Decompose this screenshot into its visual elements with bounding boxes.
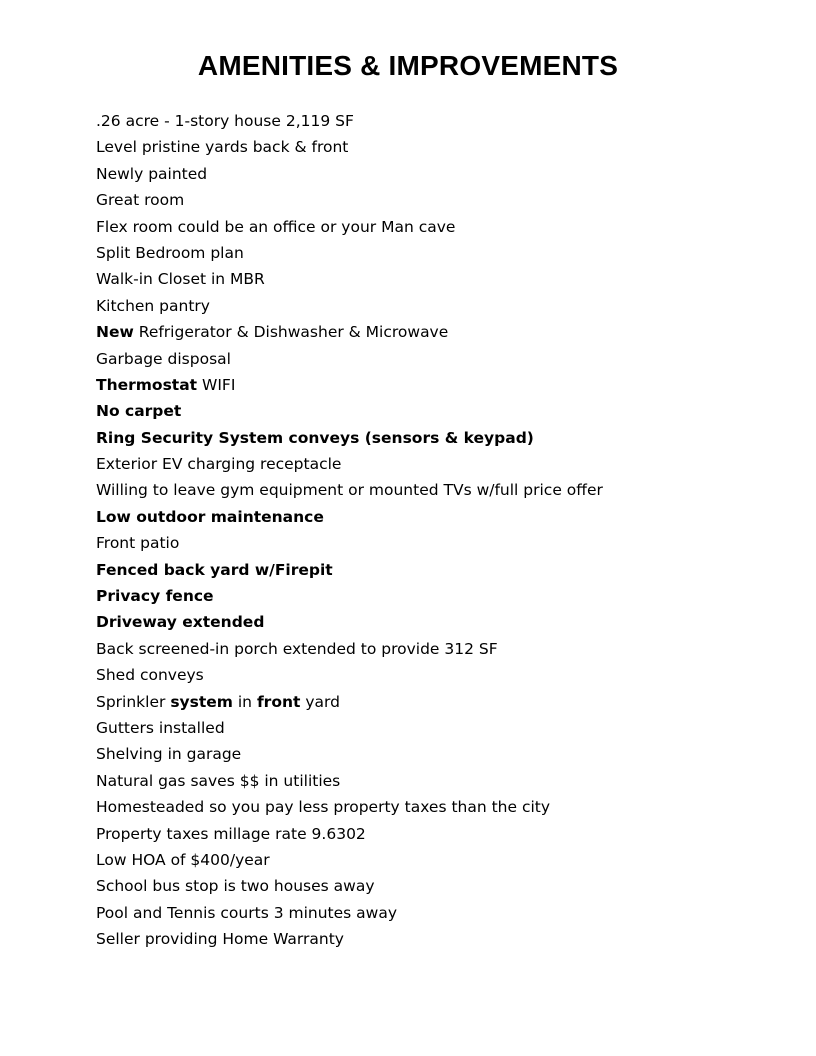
item-text: Front patio (96, 534, 180, 553)
amenities-list (96, 108, 603, 953)
item-text: Refrigerator & Dishwasher & Microwave (133, 323, 449, 342)
item-text: School bus stop is two houses away (96, 877, 375, 896)
item-text: Kitchen pantry (96, 296, 210, 315)
list-item (96, 504, 603, 530)
list-item (96, 451, 603, 477)
bold-text: No carpet (96, 402, 182, 421)
bold-text: Thermostat (96, 375, 198, 394)
bold-text: Fenced back yard w/Firepit (96, 560, 333, 579)
item-text: Newly painted (96, 164, 208, 183)
bold-text: Privacy fence (96, 587, 214, 606)
item-text: Low HOA of $400/year (96, 850, 270, 869)
list-item (96, 821, 603, 847)
list-item (96, 794, 603, 820)
item-text: WIFI (197, 375, 236, 394)
item-text: Homesteaded so you pay less property taxes than the city (96, 798, 551, 817)
list-item (96, 161, 603, 187)
list-item (96, 266, 603, 292)
bold-text: system (170, 692, 233, 711)
bold-text: Ring Security System conveys (sensors & keypad) (96, 428, 534, 447)
item-text: Flex room could be an office or your Man cave (96, 217, 456, 236)
item-text: Walk-in Closet in MBR (96, 270, 265, 289)
list-item (96, 926, 603, 952)
list-item (96, 873, 603, 899)
page-title: AMENITIES & IMPROVEMENTS (197, 50, 619, 81)
bold-text: Driveway extended (96, 613, 265, 632)
item-text: Natural gas saves $$ in utilities (96, 771, 341, 790)
item-text: in (232, 692, 257, 711)
list-item (96, 425, 603, 451)
item-text: Level pristine yards back & front (96, 138, 349, 157)
item-text: Seller providing Home Warranty (96, 930, 344, 949)
list-item (96, 398, 603, 424)
item-text: Willing to leave gym equipment or mounted TVs w/full price offer (96, 481, 603, 500)
item-text: Back screened-in porch extended to provide 312 SF (96, 639, 498, 658)
item-text: yard (300, 692, 340, 711)
item-text: Split Bedroom plan (96, 243, 244, 262)
item-text: Shed conveys (96, 666, 204, 685)
list-item (96, 715, 603, 741)
list-item (96, 187, 603, 213)
item-text: .26 acre - 1-story house 2,119 SF (96, 112, 354, 130)
item-text: Sprinkler (96, 692, 171, 711)
list-item (96, 900, 603, 926)
list-item (96, 477, 603, 503)
bold-text: Low outdoor maintenance (96, 507, 324, 526)
list-item (96, 689, 603, 715)
item-text: Gutters installed (96, 718, 225, 737)
list-item (96, 372, 603, 398)
list-item (96, 240, 603, 266)
bold-text: front (256, 692, 301, 711)
item-text: Shelving in garage (96, 745, 242, 764)
list-item (96, 134, 603, 160)
list-item (96, 108, 603, 134)
list-item (96, 319, 603, 345)
item-text: Pool and Tennis courts 3 minutes away (96, 903, 397, 922)
list-item (96, 346, 603, 372)
list-item (96, 583, 603, 609)
item-text: Great room (96, 191, 185, 210)
item-text: Property taxes millage rate 9.6302 (96, 824, 366, 843)
list-item (96, 557, 603, 583)
list-item (96, 214, 603, 240)
list-item (96, 609, 603, 635)
list-item (96, 293, 603, 319)
list-item (96, 636, 603, 662)
item-text: Exterior EV charging receptacle (96, 455, 342, 474)
list-item (96, 530, 603, 556)
list-item (96, 741, 603, 767)
list-item (96, 847, 603, 873)
item-text: Garbage disposal (96, 349, 231, 368)
list-item (96, 768, 603, 794)
list-item (96, 662, 603, 688)
bold-text: New (96, 323, 134, 342)
